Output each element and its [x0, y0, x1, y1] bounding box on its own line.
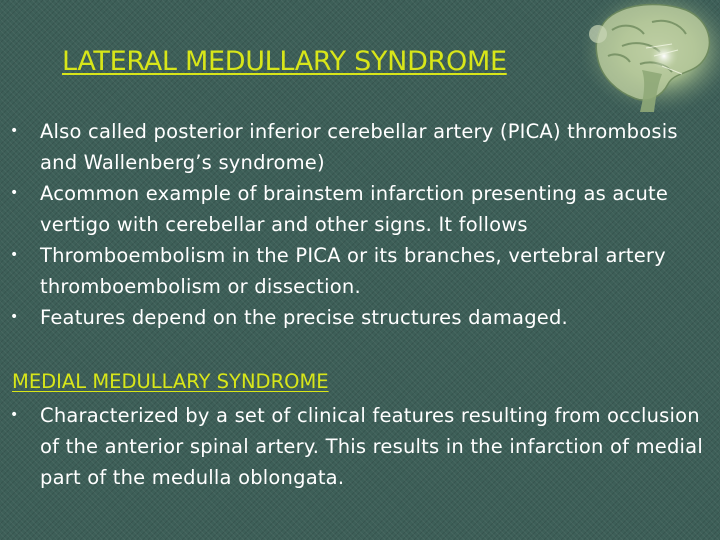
list-item [0, 302, 712, 333]
list-item [0, 178, 712, 240]
bullet-text: Acommon example of brainstem infarction presenting as acute vertigo with cerebellar and other signs. It follows [40, 182, 669, 236]
bullet-text: Thromboembolism in the PICA or its branches, vertebral artery thromboembolism or dissection. [40, 244, 666, 298]
bullet-icon: • [10, 123, 19, 139]
brain-illustration-icon [582, 0, 720, 112]
bullet-icon: • [10, 309, 19, 325]
bullet-text: Features depend on the precise structures damaged. [40, 306, 568, 329]
list-item [0, 400, 712, 493]
section-heading: MEDIAL MEDULLARY SYNDROME [12, 370, 329, 393]
bullet-list [0, 116, 712, 333]
slide-title: LATERAL MEDULLARY SYNDROME [62, 46, 507, 77]
list-item [0, 240, 712, 302]
bullet-icon: • [10, 247, 19, 263]
bullet-icon: • [10, 407, 19, 423]
sub-bullet-list [0, 400, 712, 493]
list-item [0, 116, 712, 178]
bullet-text: Characterized by a set of clinical features resulting from occlusion of the anterior spinal artery. This results in the infarction of medial part of the medulla oblongata. [40, 404, 703, 489]
bullet-icon: • [10, 185, 19, 201]
bullet-text: Also called posterior inferior cerebellar artery (PICA) thrombosis and Wallenberg’s syndrome) [40, 120, 678, 174]
